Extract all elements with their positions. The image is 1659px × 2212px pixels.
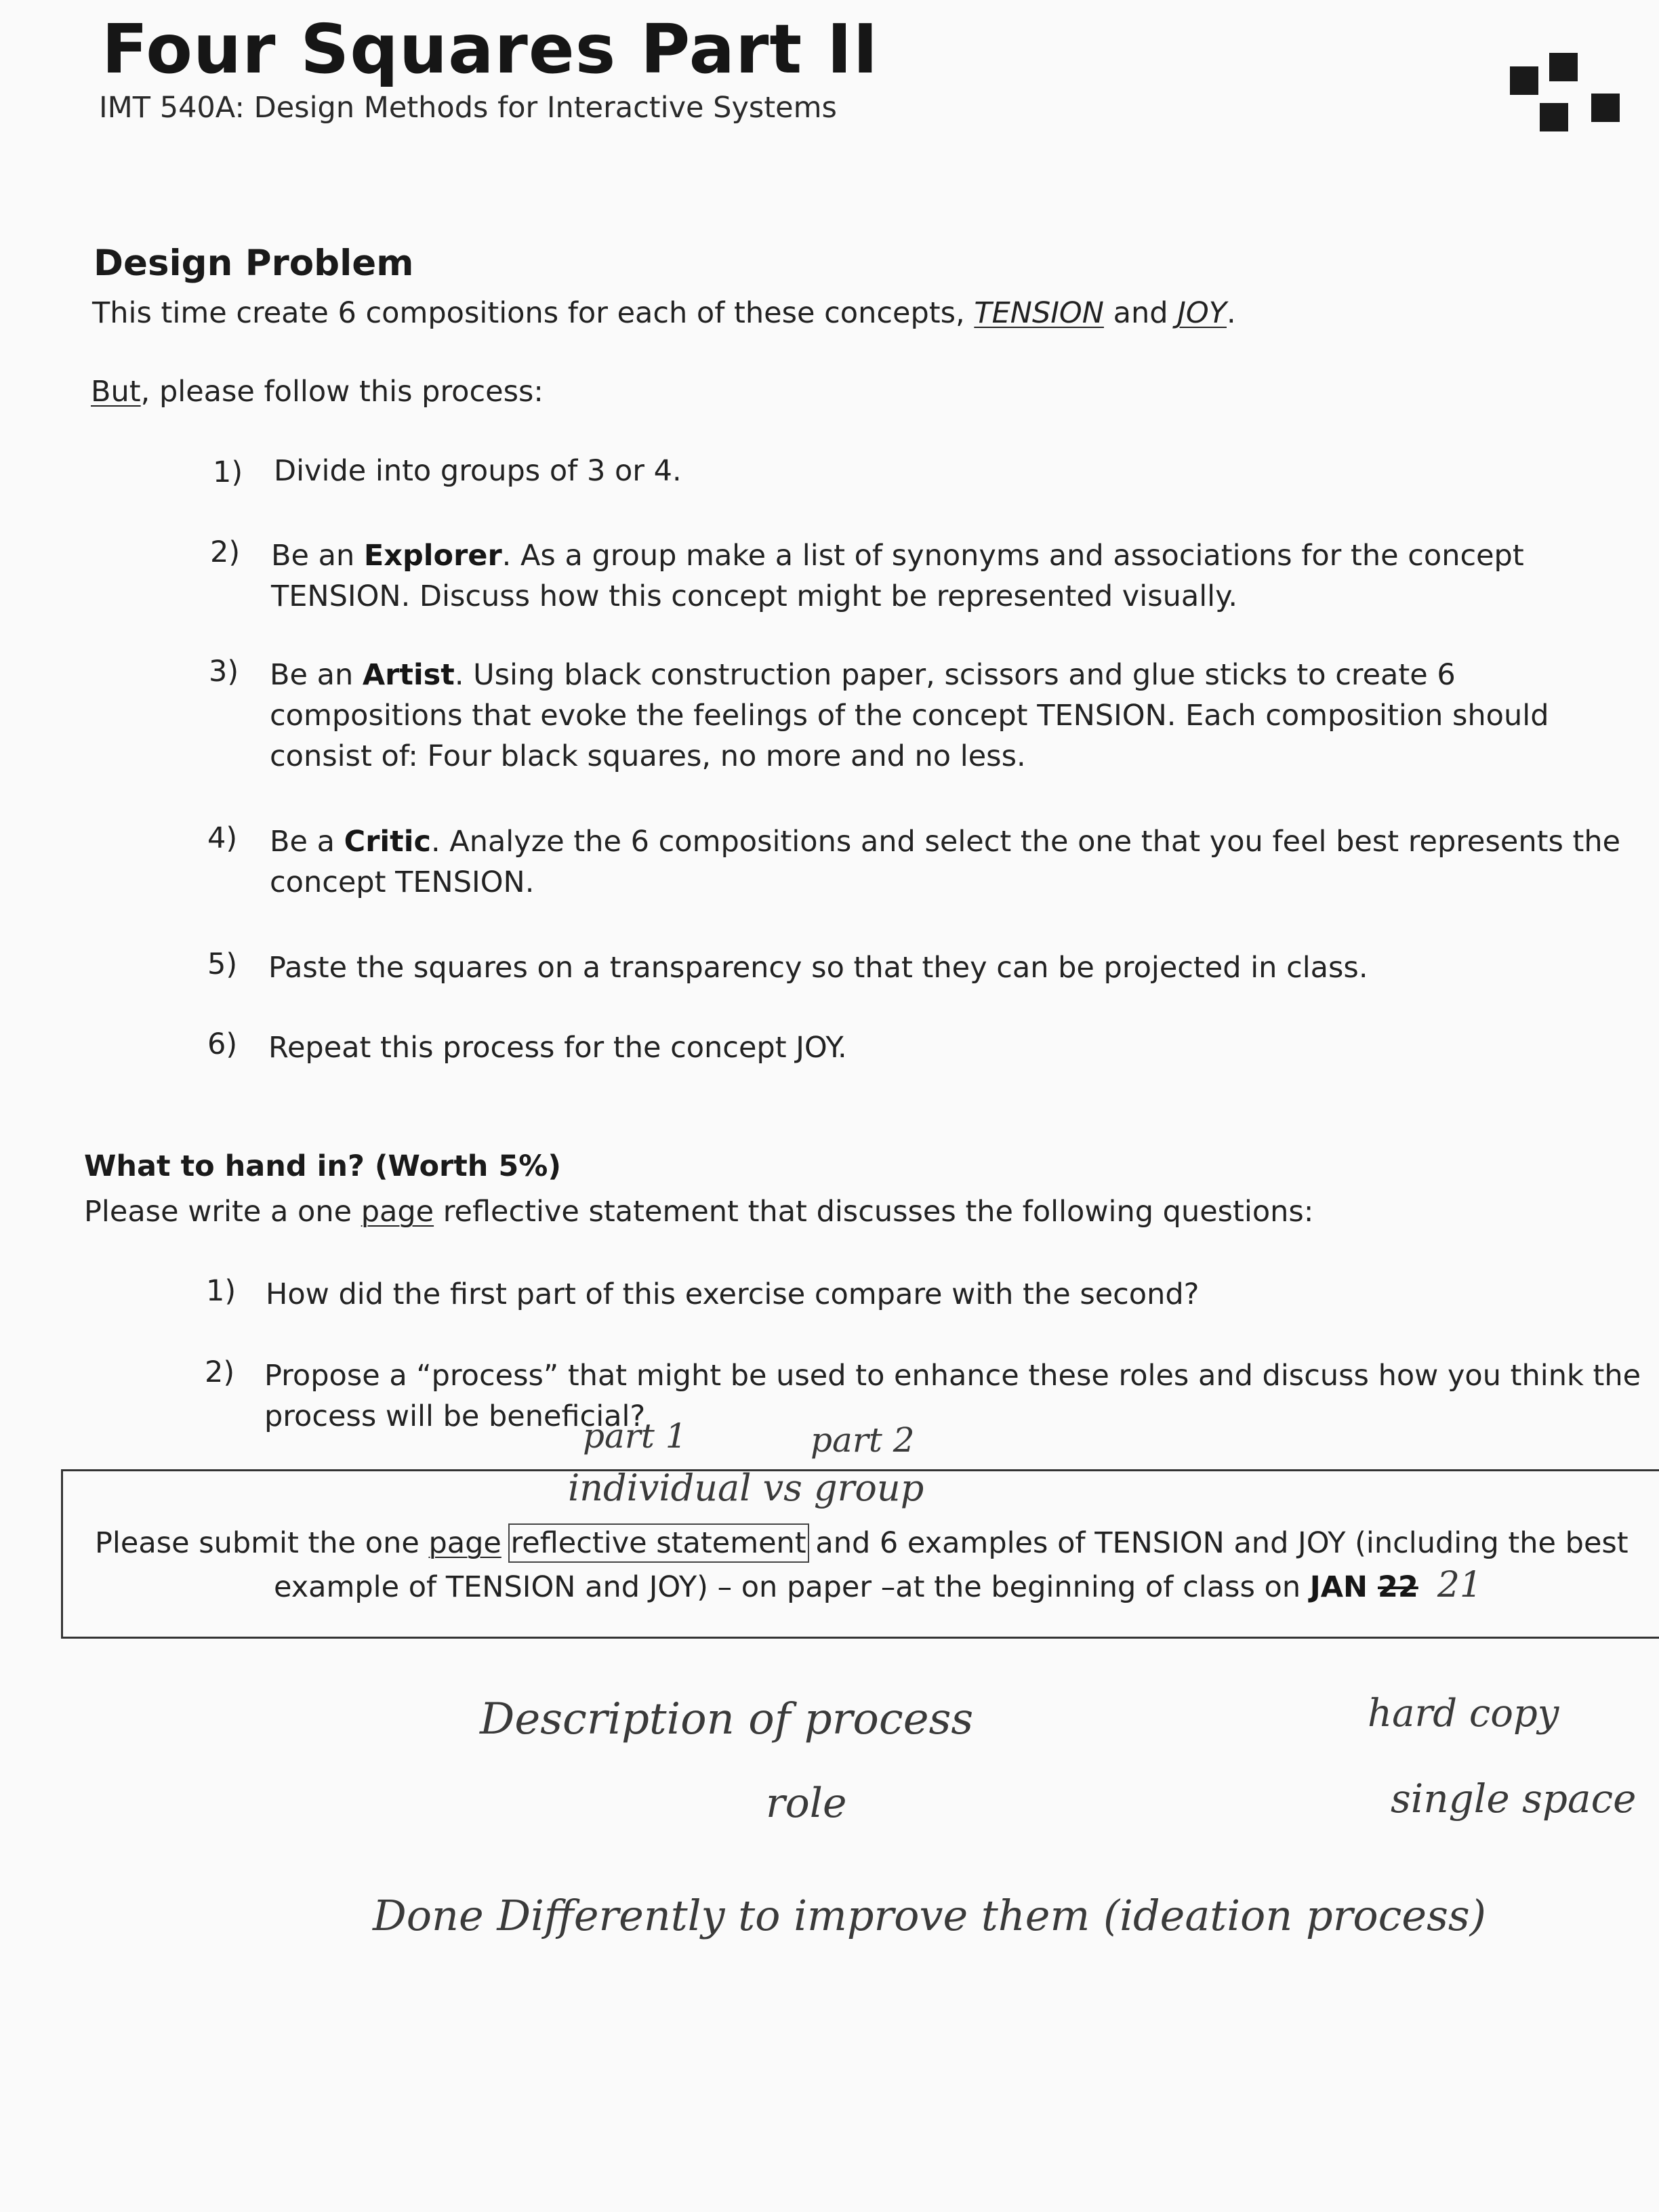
handwritten-single-space: single space bbox=[1391, 1776, 1637, 1822]
step-number: 2) bbox=[210, 535, 241, 569]
handwritten-role: role bbox=[766, 1780, 847, 1827]
handwritten-individual-vs-group: individual vs group bbox=[568, 1467, 924, 1509]
question-number: 1) bbox=[206, 1274, 237, 1308]
process-lead: But, please follow this process: bbox=[91, 375, 544, 409]
question-item: Propose a “process” that might be used to enhance these roles and discuss how you think the process will be beneficial? bbox=[264, 1359, 1641, 1433]
concept-joy: JOY bbox=[1177, 296, 1227, 330]
handwritten-hard-copy: hard copy bbox=[1368, 1692, 1559, 1736]
step-number: 5) bbox=[207, 947, 238, 981]
question-number: 2) bbox=[205, 1355, 235, 1389]
step-number: 6) bbox=[207, 1027, 238, 1061]
question-item: How did the first part of this exercise compare with the second? bbox=[266, 1277, 1200, 1311]
four-squares-logo-icon bbox=[1507, 53, 1626, 137]
design-problem-heading: Design Problem bbox=[94, 243, 414, 284]
hand-in-lead: Please write a one page reflective statement that discusses the following questions: bbox=[84, 1195, 1314, 1229]
submission-line-2: example of TENSION and JOY) – on paper –at the beginning of class on JAN 22 21 bbox=[274, 1565, 1483, 1605]
step-item: Be an Explorer. As a group make a list of synonyms and associations for the concept TENSION. Discuss how this concept might be represented visually. bbox=[271, 539, 1524, 613]
step-number: 4) bbox=[207, 821, 238, 855]
step-item: Repeat this process for the concept JOY. bbox=[268, 1031, 847, 1065]
handwritten-new-date: 21 bbox=[1437, 1565, 1483, 1605]
submission-line-1: Please submit the one page reflective statement and 6 examples of TENSION and JOY (including the best bbox=[95, 1526, 1629, 1560]
step-item: Be a Critic. Analyze the 6 compositions and select the one that you feel best represents the concept TENSION. bbox=[270, 825, 1621, 899]
handwritten-description: Description of process bbox=[480, 1694, 974, 1744]
page-title: Four Squares Part II bbox=[102, 9, 879, 89]
step-item: Be an Artist. Using black construction paper, scissors and glue sticks to create 6 compositions that evoke the feelings of the concept TENSION. Each composition should consist of: Four black squares, no more and no less. bbox=[270, 658, 1549, 773]
struck-date: 22 bbox=[1378, 1570, 1418, 1604]
concept-tension: TENSION bbox=[974, 296, 1104, 330]
hand-in-heading: What to hand in? (Worth 5%) bbox=[84, 1149, 561, 1183]
design-problem-intro: This time create 6 compositions for each of these concepts, TENSION and JOY. bbox=[92, 296, 1236, 330]
handwritten-part-1: part 1 bbox=[583, 1416, 687, 1456]
handwritten-part-2: part 2 bbox=[811, 1420, 915, 1460]
handwritten-done-differently: Done Differently to improve them (ideation process) bbox=[373, 1891, 1486, 1940]
step-item: Divide into groups of 3 or 4. bbox=[274, 454, 682, 488]
step-number: 3) bbox=[209, 655, 239, 689]
step-item: Paste the squares on a transparency so that they can be projected in class. bbox=[268, 951, 1368, 985]
circled-reflective-statement: reflective statement bbox=[510, 1526, 806, 1560]
course-subtitle: IMT 540A: Design Methods for Interactive Systems bbox=[99, 91, 837, 125]
step-number: 1) bbox=[213, 455, 243, 489]
